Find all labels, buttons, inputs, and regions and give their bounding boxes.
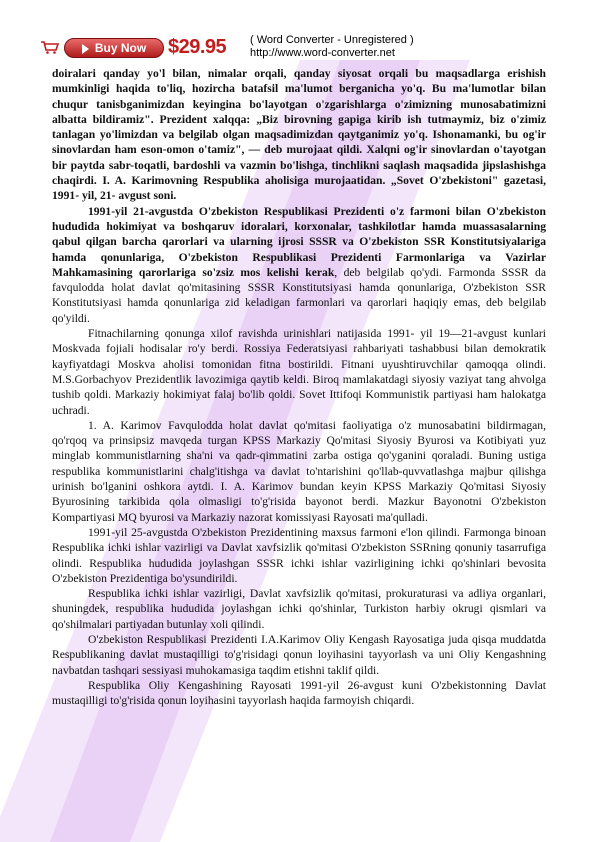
paragraph-6: Respublika ichki ishlar vazirligi, Davlat xavfsizlik qo'mitasi, prokuraturasi va adliya organlari, shuningdek, respublika hududida joylashgan ichki qo'shinlar, Turkiston harbiy okrugi qismlari va qo'shilmalari partiyadan butunlay xoli qilindi. bbox=[52, 587, 546, 631]
unregistered-text: ( Word Converter - Unregistered ) bbox=[250, 34, 414, 46]
paragraph-7: O'zbekiston Respublikasi Prezidenti I.A.Karimov Oliy Kengash Rayosatiga juda qisqa muddatda Respublikaning davlat mustaqilligi to'g'risidagi qonun loyihasini tayyorlash va uni Oliy Kengashning navbatdan tashqari sessiyasi muhokamasiga taqdim etishni taklif qildi. bbox=[52, 632, 546, 677]
paragraph-2-rest: , deb belgilab qo'ydi. Farmonda SSSR da favqulodda holat davlat qo'mitasining SSSR Konstitutsiyasi hamda qonunlariga, O'zbekiston SSR Konstitutsiyasi hamda qonunlariga zid keladigan farmonlari va qarorlari haqiqiy emas, deb belgilab qo'yildi. bbox=[52, 265, 546, 325]
price-label: $29.95 bbox=[168, 36, 227, 58]
paragraph-2-bold: 1991-yil 21-avgustda O'zbekiston Respublikasi Prezidenti o'z farmoni bilan O'zbekiston hududida hokimiyat va boshqaruv idoralari, korxonalar, tashkilotlar hamda muassasalarning qabul qilgan barcha qarorlari va ularning ijrosi SSSR va O'zbekiston SSR Konstitutsiyalariga hamda qonunlariga, O'zbekiston Respublikasi Prezidenti Farmonlariga va Vazirlar Mahkamasining qarorlariga so'zsiz mos kelishi kerak bbox=[52, 204, 546, 279]
paragraph-4: 1. A. Karimov Favqulodda holat davlat qo'mitasi faoliyatiga o'z munosabatini bildirmagan, qo'rqoq va prinsipsiz mavqeda turgan KPSS Markaziy Qo'mitasi Siyosiy Byurosi va Kotibiyati yuz minglab kommunistlarning sha'ni va qadr-qimmatini zarba ostiga qo'yganini qoraladi. Buning ustiga respublika kommunistlarini chalg'itishga va davlat to'ntarishini qo'llab-quvvatlashga majbur qilishga urinish bo'lganini oshkora aytdi. I. A. Karimov bundan keyin KPSS Markaziy Qo'mitasi Siyosiy Byurosining tarkibida qola olmasligi to'g'risida bayonot berdi. Mazkur Bayonotni O'zbekiston Kompartiyasi MQ byurosi va Markaziy nazorat komissiyasi Rayosati ma'qulladi. bbox=[52, 418, 546, 524]
paragraph-2 bbox=[52, 204, 546, 326]
paragraph-3: Fitnachilarning qonunga xilof ravishda urinishlari natijasida 1991- yil 19—21-avgust kunlari Moskvada fojiali hodisalar ro'y berdi. Rossiya Federatsiyasi rahbariyati tashabbusi bilan demokratik kayfiyatdagi Moskva aholisi tomonidan fitna bostirildi. Fitnani uyushtiruvchilar qamoqqa olindi. M.S.Gorbachyov Prezidentlik lavozimiga qaytib keldi. Biroq mamlakatdagi siyosiy vaziyat tang ahvolga tushib qoldi. Markaziy hokimiyat falaj bo'lib qoldi. Sovet Ittifoqi Kommunistik partiyasi ham halokatga uchradi. bbox=[52, 327, 546, 417]
paragraph-5: 1991-yil 25-avgustda O'zbekiston Prezidentining maxsus farmoni e'lon qilindi. Farmonga binoan Respublika ichki ishlar vazirligi va Davlat xavfsizlik qo'mitasi O'zbekiston SSRning qonuniy tasarrufiga olindi. Respublika hududida joylashgan SSSR ichki ishlar vazirligining ichki qo'shinlari bevosita O'zbekiston Prezidentiga bo'ysundirildi. bbox=[52, 525, 546, 585]
paragraph-8: Respublika Oliy Kengashining Rayosati 1991-yil 26-avgust kuni O'zbekistonning Davlat mustaqilligi to'g'risida qonun loyihasini tayyorlash haqida farmoyish chiqardi. bbox=[52, 678, 546, 708]
unregistered-notice bbox=[250, 34, 414, 60]
paragraph-1: doiralari qanday yo'l bilan, nimalar orqali, qanday siyosat orqali bu maqsadlarga erishish mumkinligi haqida to'liq, hozircha batafsil ma'lumot berganicha yo'q. Bu ma'lumotlar bilan chuqur tanisbganimizdan keyingina bo'layotgan o'zgarishlarga o'zimizning munosabatimizni albatta bildiramiz". Prezident xalqqa: „Biz birovning gapiga kirib ish tutmaymiz, biz o'zimiz tanlagan yo'limizdan va belgilab olgan maqsadimizdan qaytganimiz yo'q. Ishonamanki, bu og'ir sinovlardan ham eson-omon o'tamiz", — deb murojaat qildi. Xalqni og'ir sinovlardan o'tayotgan bir paytda sabr-toqatli, bardoshli va vazmin bo'lishga, tinchlikni saqlash maqsadida jipslashishga chaqirdi. I. A. Karimovning Respublika aholisiga murojaatidan. „Sovet O'zbekistoni" gazetasi, 1991- yil, 21- avgust soni. bbox=[52, 67, 546, 203]
converter-banner bbox=[40, 34, 560, 64]
document-body bbox=[52, 66, 546, 708]
converter-url-link[interactable]: http://www.word-converter.net bbox=[250, 47, 395, 59]
cart-icon bbox=[40, 40, 60, 54]
play-arrow-icon bbox=[82, 44, 89, 54]
buy-now-button[interactable] bbox=[64, 38, 164, 58]
buy-now-label: Buy Now bbox=[94, 41, 147, 55]
